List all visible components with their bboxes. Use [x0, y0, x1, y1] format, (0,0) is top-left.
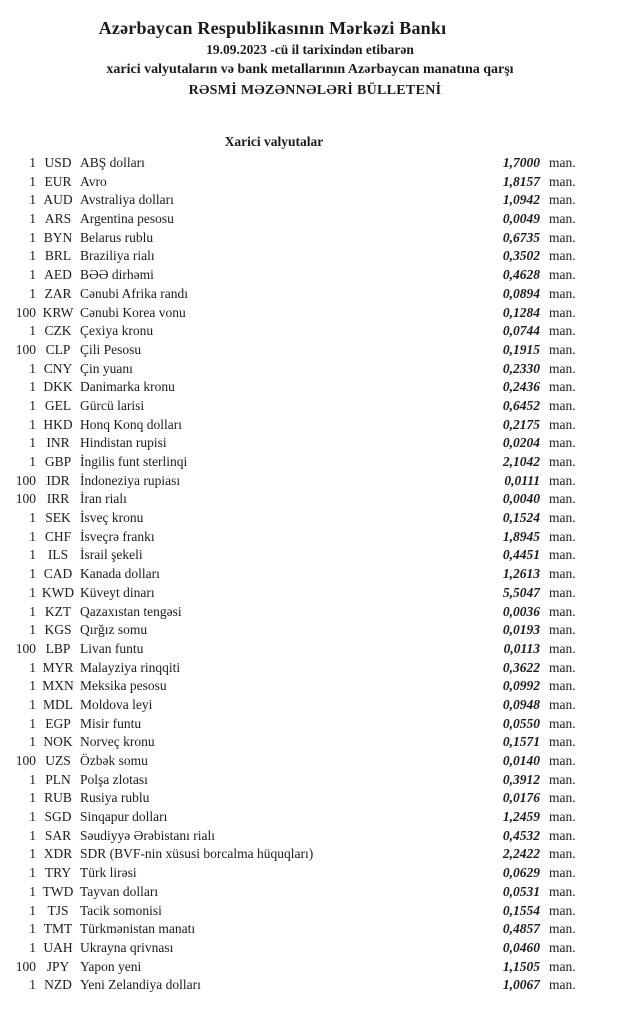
unit-cell: man.: [549, 323, 576, 339]
name-cell: Honq Konq dolları: [80, 416, 182, 432]
rate-cell: 0,0894: [502, 285, 540, 301]
unit-cell: man.: [549, 846, 576, 862]
rate-cell: 0,0036: [502, 603, 540, 619]
qty-cell: 1: [29, 921, 36, 937]
rate-row: [0, 285, 620, 304]
code-cell: CAD: [43, 566, 73, 582]
qty-cell: 1: [29, 397, 36, 413]
rate-cell: 0,4628: [502, 267, 540, 283]
qty-cell: 1: [29, 155, 36, 170]
rate-row: [0, 584, 620, 603]
code-cell: CLP: [45, 341, 71, 357]
unit-cell: man.: [549, 547, 576, 563]
unit-cell: man.: [549, 528, 576, 544]
rate-row: [0, 304, 620, 323]
name-cell: Belarus rublu: [80, 229, 154, 245]
name-cell: Norveç kronu: [80, 734, 155, 750]
unit-cell: man.: [549, 790, 576, 806]
code-cell: KWD: [41, 584, 75, 600]
rate-row: [0, 752, 620, 771]
unit-cell: man.: [549, 211, 576, 227]
rate-cell: 0,0460: [502, 939, 540, 955]
rate-cell: 0,3912: [502, 771, 540, 787]
rate-cell: 0,0111: [504, 472, 540, 488]
code-cell: NZD: [44, 977, 72, 993]
name-cell: İsrail şekeli: [80, 547, 143, 563]
rate-cell: 2,1042: [502, 454, 540, 469]
rate-cell: 0,1284: [502, 304, 540, 320]
rate-row: [0, 565, 620, 584]
name-cell: ABŞ dolları: [80, 155, 145, 170]
rate-row: [0, 546, 620, 565]
qty-cell: 100: [15, 640, 36, 656]
qty-cell: 1: [29, 510, 36, 526]
code-cell: SEK: [45, 510, 71, 526]
rate-cell: 0,0744: [502, 323, 540, 339]
unit-cell: man.: [549, 192, 576, 208]
rate-cell: 0,4857: [502, 921, 540, 937]
rate-row: [0, 902, 620, 921]
rate-cell: 2,2422: [502, 846, 540, 862]
unit-cell: man.: [549, 622, 576, 638]
qty-cell: 1: [29, 827, 36, 843]
qty-cell: 1: [29, 192, 36, 208]
qty-cell: 1: [29, 902, 36, 918]
qty-cell: 1: [29, 584, 36, 600]
rate-cell: 0,0204: [502, 435, 540, 451]
rate-cell: 0,0176: [502, 790, 540, 806]
unit-cell: man.: [549, 248, 576, 264]
rate-cell: 0,3622: [502, 659, 540, 675]
rate-cell: 0,4532: [502, 827, 540, 843]
name-cell: İsveçrə frankı: [80, 528, 155, 544]
unit-cell: man.: [549, 809, 576, 825]
code-cell: BRL: [44, 248, 72, 264]
rate-cell: 0,0140: [502, 753, 540, 768]
rate-row: [0, 733, 620, 752]
rate-row: [0, 360, 620, 379]
rate-cell: 0,0049: [502, 211, 540, 227]
code-cell: KGS: [44, 622, 72, 638]
unit-cell: man.: [549, 584, 576, 600]
unit-cell: man.: [549, 267, 576, 283]
rate-row: [0, 397, 620, 416]
rate-row: [0, 677, 620, 696]
name-cell: Hindistan rupisi: [80, 435, 167, 451]
code-cell: GBP: [44, 454, 72, 469]
qty-cell: 1: [29, 360, 36, 376]
name-cell: Yeni Zelandiya dolları: [80, 977, 201, 993]
unit-cell: man.: [549, 397, 576, 413]
rate-cell: 0,1554: [502, 902, 540, 918]
qty-cell: 1: [29, 566, 36, 582]
rate-row: [0, 939, 620, 958]
rate-row: [0, 621, 620, 640]
bulletin-title: RƏSMİ MƏZƏNNƏLƏRİ BÜLLETENİ: [188, 83, 442, 98]
rate-cell: 0,1524: [502, 510, 540, 526]
rate-cell: 0,0531: [502, 883, 540, 899]
code-cell: EUR: [44, 173, 72, 189]
rate-cell: 0,6452: [502, 397, 540, 413]
name-cell: Avstraliya dolları: [80, 192, 174, 208]
code-cell: NOK: [43, 734, 73, 750]
name-cell: Qırğız somu: [80, 622, 148, 638]
code-cell: BYN: [43, 229, 73, 245]
qty-cell: 1: [29, 603, 36, 619]
name-cell: Meksika pesosu: [80, 678, 167, 694]
code-cell: SGD: [44, 809, 72, 825]
unit-cell: man.: [549, 435, 576, 451]
code-cell: TJS: [47, 902, 69, 918]
unit-cell: man.: [549, 229, 576, 245]
rate-cell: 0,2175: [502, 416, 540, 432]
unit-cell: man.: [549, 472, 576, 488]
unit-cell: man.: [549, 173, 576, 189]
rate-cell: 0,3502: [502, 248, 540, 264]
name-cell: Küveyt dinarı: [80, 584, 155, 600]
code-cell: USD: [44, 155, 72, 170]
name-cell: Çili Pesosu: [80, 341, 142, 357]
name-cell: Cənubi Korea vonu: [80, 304, 186, 320]
code-cell: RUB: [44, 790, 72, 806]
name-cell: Livan funtu: [80, 640, 144, 656]
name-cell: SDR (BVF-nin xüsusi borcalma hüquqları): [80, 846, 314, 862]
qty-cell: 1: [29, 248, 36, 264]
qty-cell: 1: [29, 790, 36, 806]
qty-cell: 1: [29, 379, 36, 395]
qty-cell: 1: [29, 678, 36, 694]
rate-cell: 0,2330: [502, 360, 540, 376]
unit-cell: man.: [549, 566, 576, 582]
rate-cell: 1,8157: [502, 173, 540, 189]
rates-table: [0, 154, 620, 995]
rate-cell: 1,0067: [502, 977, 540, 993]
rate-cell: 1,7000: [502, 155, 540, 170]
name-cell: Misir funtu: [80, 715, 142, 731]
qty-cell: 100: [15, 472, 36, 488]
code-cell: TRY: [44, 865, 72, 881]
qty-cell: 1: [29, 939, 36, 955]
name-cell: Polşa zlotası: [80, 771, 148, 787]
code-cell: TWD: [42, 883, 74, 899]
name-cell: Ukrayna qrivnası: [80, 939, 174, 955]
qty-cell: 1: [29, 659, 36, 675]
code-cell: JPY: [46, 958, 70, 974]
rate-row: [0, 845, 620, 864]
code-cell: UZS: [45, 753, 71, 768]
unit-cell: man.: [549, 603, 576, 619]
unit-cell: man.: [549, 734, 576, 750]
code-cell: CNY: [43, 360, 73, 376]
qty-cell: 1: [29, 883, 36, 899]
qty-cell: 100: [15, 491, 36, 507]
qty-cell: 100: [15, 341, 36, 357]
name-cell: Danimarka kronu: [80, 379, 175, 395]
rate-row: [0, 229, 620, 248]
code-cell: AED: [44, 267, 72, 283]
qty-cell: 1: [29, 977, 36, 993]
unit-cell: man.: [549, 865, 576, 881]
code-cell: LBP: [45, 640, 71, 656]
document-header: [0, 0, 620, 101]
qty-cell: 1: [29, 285, 36, 301]
qty-cell: 1: [29, 547, 36, 563]
qty-cell: 1: [29, 809, 36, 825]
qty-cell: 1: [29, 846, 36, 862]
rate-row: [0, 341, 620, 360]
unit-cell: man.: [549, 155, 576, 170]
unit-cell: man.: [549, 510, 576, 526]
unit-cell: man.: [549, 304, 576, 320]
code-cell: SAR: [44, 827, 72, 843]
rate-row: [0, 416, 620, 435]
code-cell: ARS: [44, 211, 72, 227]
name-cell: Gürcü larisi: [80, 397, 145, 413]
name-cell: Türk lirəsi: [80, 865, 137, 881]
name-cell: Özbək somu: [80, 753, 148, 768]
qty-cell: 100: [15, 304, 36, 320]
name-cell: Kanada dolları: [80, 566, 160, 582]
unit-cell: man.: [549, 883, 576, 899]
code-cell: IDR: [46, 472, 70, 488]
rate-cell: 1,8945: [502, 528, 540, 544]
unit-cell: man.: [549, 360, 576, 376]
code-cell: MYR: [42, 659, 74, 675]
rate-row: [0, 659, 620, 678]
name-cell: BƏƏ dirhəmi: [80, 267, 154, 283]
name-cell: Çin yuanı: [80, 360, 133, 376]
rate-row: [0, 266, 620, 285]
unit-cell: man.: [549, 827, 576, 843]
rate-row: [0, 210, 620, 229]
bulletin-subtitle: xarici valyutaların və bank metallarının Azərbaycan manatına qarşı: [106, 62, 514, 77]
qty-cell: 1: [29, 173, 36, 189]
code-cell: UAH: [43, 939, 73, 955]
qty-cell: 1: [29, 528, 36, 544]
name-cell: Argentina pesosu: [80, 211, 174, 227]
unit-cell: man.: [549, 640, 576, 656]
rate-row: [0, 958, 620, 977]
code-cell: INR: [46, 435, 70, 451]
code-cell: CHF: [44, 528, 72, 544]
rate-cell: 0,6735: [502, 229, 540, 245]
qty-cell: 1: [29, 323, 36, 339]
rate-row: [0, 771, 620, 790]
rate-cell: 0,0948: [502, 696, 540, 712]
qty-cell: 1: [29, 622, 36, 638]
unit-cell: man.: [549, 958, 576, 974]
qty-cell: 100: [15, 753, 36, 768]
qty-cell: 1: [29, 865, 36, 881]
section-title-foreign-currencies: Xarici valyutalar: [224, 134, 324, 149]
name-cell: Cənubi Afrika randı: [80, 285, 188, 301]
rate-row: [0, 509, 620, 528]
name-cell: İran rialı: [80, 491, 127, 507]
rate-cell: 0,1915: [502, 341, 540, 357]
code-cell: CZK: [44, 323, 72, 339]
unit-cell: man.: [549, 902, 576, 918]
unit-cell: man.: [549, 939, 576, 955]
rate-cell: 1,2459: [502, 809, 540, 825]
qty-cell: 100: [15, 958, 36, 974]
unit-cell: man.: [549, 977, 576, 993]
unit-cell: man.: [549, 753, 576, 768]
name-cell: İngilis funt sterlinqi: [80, 454, 188, 469]
unit-cell: man.: [549, 678, 576, 694]
effective-date-line: 19.09.2023 -cü il tarixindən etibarən: [206, 42, 414, 57]
rate-row: [0, 191, 620, 210]
rate-row: [0, 378, 620, 397]
rate-row: [0, 827, 620, 846]
rate-cell: 1,2613: [502, 566, 540, 582]
qty-cell: 1: [29, 771, 36, 787]
name-cell: Sinqapur dolları: [80, 809, 168, 825]
name-cell: Avro: [80, 173, 107, 189]
code-cell: TMT: [43, 921, 73, 937]
code-cell: MDL: [43, 696, 73, 712]
name-cell: Malayziya rinqqiti: [80, 659, 181, 675]
unit-cell: man.: [549, 921, 576, 937]
code-cell: KRW: [42, 304, 74, 320]
rate-cell: 1,1505: [502, 958, 540, 974]
code-cell: PLN: [45, 771, 71, 787]
name-cell: Tayvan dolları: [80, 883, 159, 899]
name-cell: Yapon yeni: [80, 958, 142, 974]
rate-cell: 0,0040: [502, 491, 540, 507]
rate-row: [0, 472, 620, 491]
rate-row: [0, 640, 620, 659]
unit-cell: man.: [549, 285, 576, 301]
code-cell: ZAR: [44, 285, 72, 301]
code-cell: GEL: [44, 397, 72, 413]
qty-cell: 1: [29, 229, 36, 245]
name-cell: Moldova leyi: [80, 696, 153, 712]
rate-row: [0, 808, 620, 827]
code-cell: HKD: [43, 416, 73, 432]
code-cell: ILS: [47, 547, 69, 563]
unit-cell: man.: [549, 696, 576, 712]
rate-row: [0, 322, 620, 341]
bank-name-title: Azərbaycan Respublikasının Mərkəzi Bankı: [98, 18, 447, 38]
code-cell: IRR: [46, 491, 70, 507]
rate-cell: 1,0942: [502, 192, 540, 208]
rate-cell: 0,4451: [502, 547, 540, 563]
name-cell: İsveç kronu: [80, 510, 144, 526]
qty-cell: 1: [29, 454, 36, 469]
rate-row: [0, 789, 620, 808]
name-cell: Çexiya kronu: [80, 323, 154, 339]
rate-cell: 5,5047: [502, 584, 540, 600]
unit-cell: man.: [549, 379, 576, 395]
qty-cell: 1: [29, 696, 36, 712]
name-cell: Braziliya rialı: [80, 248, 155, 264]
rate-cell: 0,0113: [503, 640, 540, 656]
rate-cell: 0,1571: [502, 734, 540, 750]
unit-cell: man.: [549, 416, 576, 432]
qty-cell: 1: [29, 435, 36, 451]
rate-row: [0, 696, 620, 715]
rate-cell: 0,0193: [502, 622, 540, 638]
qty-cell: 1: [29, 416, 36, 432]
rate-row: [0, 976, 620, 995]
rate-row: [0, 715, 620, 734]
name-cell: Rusiya rublu: [80, 790, 150, 806]
unit-cell: man.: [549, 341, 576, 357]
qty-cell: 1: [29, 734, 36, 750]
code-cell: XDR: [43, 846, 73, 862]
qty-cell: 1: [29, 211, 36, 227]
rate-row: [0, 528, 620, 547]
rate-cell: 0,0550: [502, 715, 540, 731]
name-cell: İndoneziya rupiası: [80, 472, 181, 488]
rate-row: [0, 434, 620, 453]
rate-row: [0, 490, 620, 509]
rate-cell: 0,0992: [502, 678, 540, 694]
unit-cell: man.: [549, 659, 576, 675]
qty-cell: 1: [29, 715, 36, 731]
name-cell: Səudiyyə Ərəbistanı rialı: [80, 827, 215, 843]
rate-row: [0, 453, 620, 472]
rate-row: [0, 920, 620, 939]
name-cell: Türkmənistan manatı: [80, 921, 196, 937]
unit-cell: man.: [549, 771, 576, 787]
name-cell: Tacik somonisi: [80, 902, 162, 918]
code-cell: MXN: [42, 678, 74, 694]
code-cell: KZT: [44, 603, 72, 619]
rate-row: [0, 864, 620, 883]
unit-cell: man.: [549, 715, 576, 731]
code-cell: AUD: [43, 192, 73, 208]
rate-cell: 0,2436: [502, 379, 540, 395]
rate-row: [0, 154, 620, 173]
rate-row: [0, 173, 620, 192]
rate-row: [0, 603, 620, 622]
qty-cell: 1: [29, 267, 36, 283]
code-cell: DKK: [43, 379, 73, 395]
rate-row: [0, 883, 620, 902]
unit-cell: man.: [549, 491, 576, 507]
rate-cell: 0,0629: [502, 865, 540, 881]
rate-row: [0, 247, 620, 266]
unit-cell: man.: [549, 454, 576, 469]
code-cell: EGP: [45, 715, 71, 731]
name-cell: Qazaxıstan tengəsi: [80, 603, 182, 619]
